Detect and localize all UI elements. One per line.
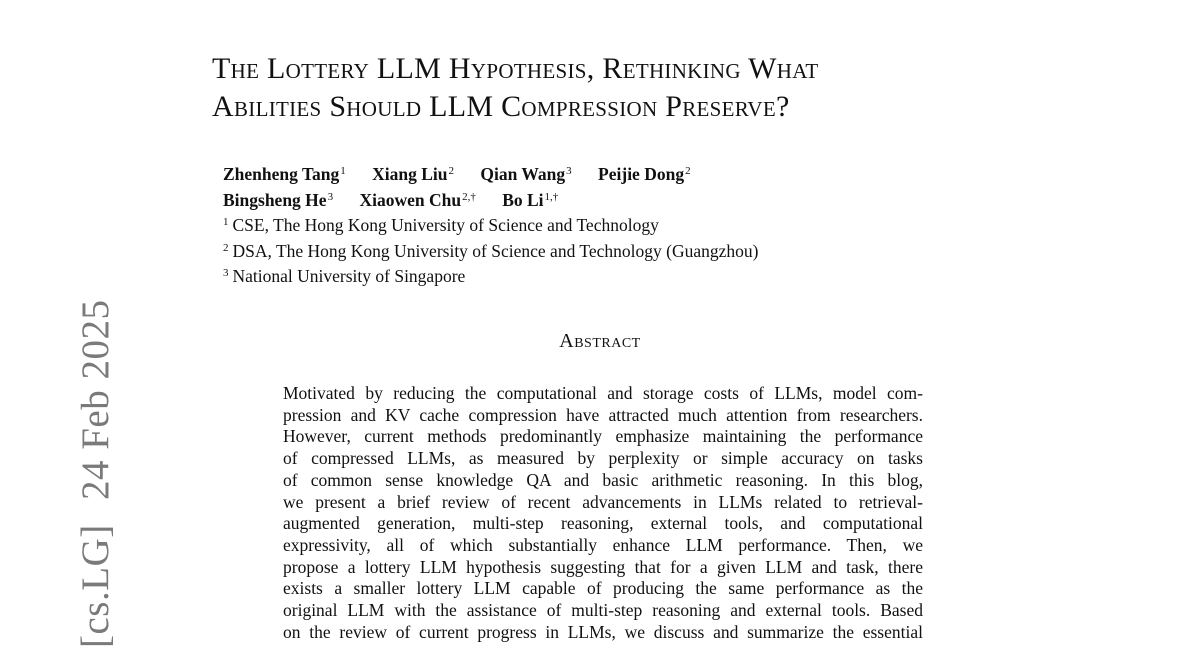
abstract-body: [283, 383, 923, 643]
abstract-line: augmented generation, multi-step reasoning, external tools, and computational: [283, 513, 923, 534]
abstract-heading: Abstract: [559, 330, 641, 352]
paper-title: [212, 50, 818, 126]
author-line: [223, 160, 758, 186]
affiliation: $^3$ National University of Singapore: [223, 266, 466, 286]
author: Bo $Li^{1,\dagger}$: [502, 189, 559, 210]
author: Xiang Liu$^2$: [372, 164, 454, 184]
abstract-line: pression and KV cache compression have attracted much attention from researchers.: [283, 404, 923, 425]
author: Zhenheng Tang$^1$: [223, 164, 346, 184]
title-line: The Lottery LLM Hypothesis, Rethinking What: [212, 52, 819, 85]
abstract-line: expressivity, all of which substantially enhance LLM performance. Then, we: [283, 534, 923, 555]
abstract-line: on the review of current progress in LLMs, we discuss and summarize the essential: [283, 621, 923, 642]
affiliation: $^2$ DSA, The Hong Kong University of Science and Technology (Guangzhou): [223, 240, 759, 261]
arxiv-sidebar-stamp: [76, 286, 116, 648]
arxiv-category: [cs.LG]: [74, 524, 117, 648]
author-line: [223, 186, 758, 212]
abstract-line: However, current methods predominantly emphasize maintaining the performance: [283, 426, 923, 447]
author-block: [223, 160, 758, 288]
abstract-line: of compressed LLMs, as measured by perplexity or simple accuracy on tasks: [283, 448, 923, 469]
abstract-line: Motivated by reducing the computational and storage costs of LLMs, model com-: [283, 383, 923, 403]
title-line: Abilities Should LLM Compression Preserve?: [212, 90, 790, 123]
abstract-line: we present a brief review of recent advancements in LLMs related to retrieval-: [283, 491, 923, 512]
abstract-line: propose a lottery LLM hypothesis suggesting that for a given LLM and task, there: [283, 556, 923, 577]
author: Peijie Dong$^2$: [598, 164, 691, 184]
abstract-line: original LLM with the assistance of multi-step reasoning and external tools. Based: [283, 600, 923, 621]
author: Xiaowen Chu$^{2,\dagger}$: [359, 189, 476, 210]
author: Qian Wang$^3$: [480, 164, 572, 184]
abstract-line: exists a smaller lottery LLM capable of producing the same performance as the: [283, 578, 923, 599]
affiliation: $^1$ CSE, The Hong Kong University of Science and Technology: [223, 215, 659, 235]
arxiv-date: 24 Feb 2025: [74, 299, 117, 501]
abstract-line: of common sense knowledge QA and basic arithmetic reasoning. In this blog,: [283, 469, 923, 490]
author: Bingsheng He$^3$: [223, 189, 334, 210]
